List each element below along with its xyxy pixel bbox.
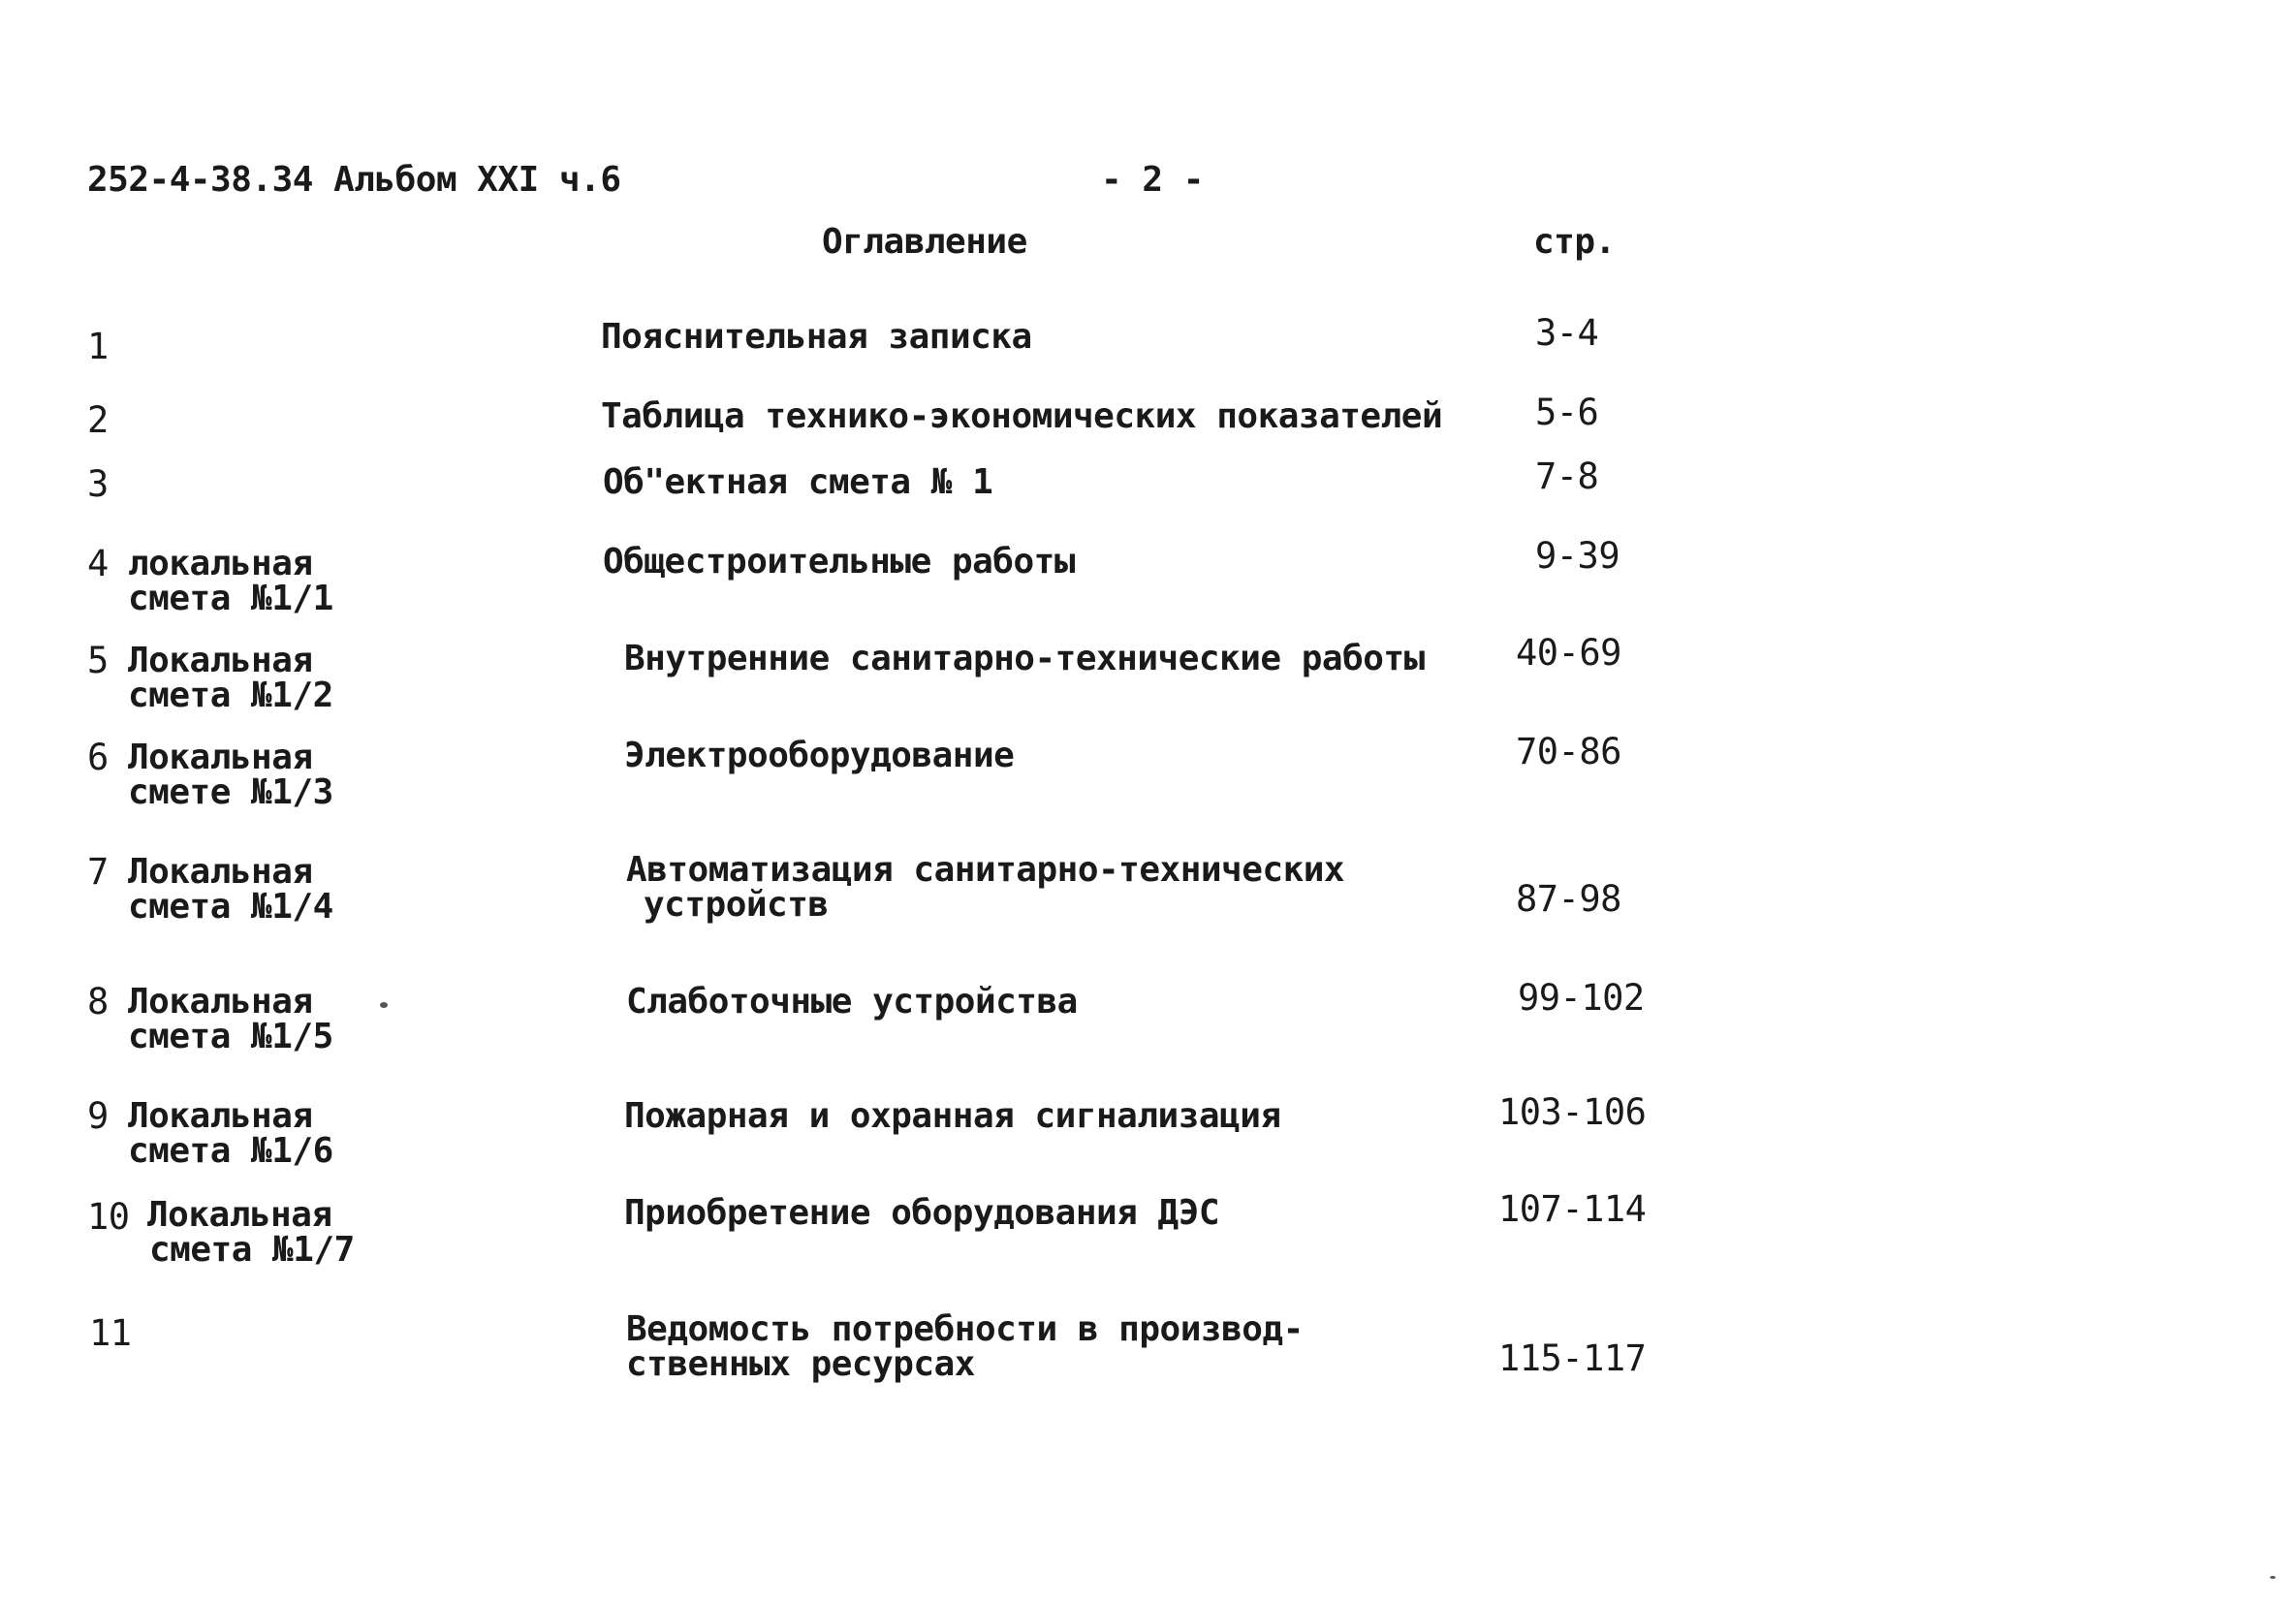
estimate-number: смета №1/4 bbox=[128, 887, 333, 927]
entry-pages: 40-69 bbox=[1516, 632, 1621, 674]
estimate-number: смета №1/6 bbox=[128, 1131, 333, 1171]
estimate-number: смета №1/7 bbox=[149, 1230, 355, 1270]
entry-title: Таблица технико-экономических показателей bbox=[601, 396, 1443, 436]
entry-pages: 87-98 bbox=[1516, 878, 1621, 920]
entry-pages: 107-114 bbox=[1498, 1188, 1647, 1230]
entry-pages: 99-102 bbox=[1518, 977, 1645, 1019]
scan-speck bbox=[2270, 1576, 2276, 1579]
entry-pages: 9-39 bbox=[1535, 535, 1620, 577]
entry-number: 2 bbox=[87, 399, 109, 441]
entry-number: 7 bbox=[87, 851, 109, 893]
estimate-label: Локальная bbox=[128, 982, 313, 1022]
page-number: - 2 - bbox=[1101, 160, 1204, 200]
estimate-number: смета №1/1 bbox=[128, 579, 333, 618]
estimate-label: Локальная bbox=[128, 738, 313, 777]
estimate-number: смета №1/2 bbox=[128, 676, 333, 715]
entry-title: Электрооборудование bbox=[624, 736, 1015, 775]
entry-pages: 103-106 bbox=[1498, 1091, 1647, 1133]
estimate-number: смете №1/3 bbox=[128, 772, 333, 812]
entry-number: 1 bbox=[87, 326, 109, 367]
entry-title-continued: устройств bbox=[644, 885, 829, 925]
entry-pages: 70-86 bbox=[1516, 731, 1621, 772]
estimate-label: Локальная bbox=[147, 1195, 332, 1235]
album-reference: 252-4-38.34 Альбом XXI ч.6 bbox=[87, 160, 621, 200]
entry-number: 6 bbox=[87, 737, 109, 778]
estimate-label: Локальная bbox=[128, 852, 313, 892]
estimate-label: Локальная bbox=[128, 1096, 313, 1136]
entry-number: 3 bbox=[87, 463, 109, 505]
entry-title: Пояснительная записка bbox=[601, 317, 1032, 357]
entry-title: Пожарная и охранная сигнализация bbox=[624, 1096, 1281, 1136]
entry-number: 8 bbox=[87, 981, 109, 1022]
entry-title: Об"ектная смета № 1 bbox=[603, 462, 993, 502]
entry-pages: 115-117 bbox=[1498, 1337, 1647, 1379]
ink-speck bbox=[380, 1002, 388, 1008]
entry-title: Ведомость потребности в производ- bbox=[626, 1309, 1304, 1349]
page-column-label: стр. bbox=[1533, 222, 1616, 262]
estimate-label: Локальная bbox=[128, 641, 313, 680]
entry-number: 5 bbox=[87, 640, 109, 681]
entry-number: 10 bbox=[87, 1196, 130, 1238]
entry-title: Внутренние санитарно-технические работы bbox=[624, 639, 1425, 678]
entry-title: Приобретение оборудования ДЭС bbox=[624, 1193, 1220, 1233]
entry-pages: 5-6 bbox=[1535, 392, 1599, 433]
estimate-number: смета №1/5 bbox=[128, 1017, 333, 1056]
entry-title-continued: ственных ресурсах bbox=[626, 1344, 975, 1384]
toc-title: Оглавление bbox=[822, 222, 1027, 262]
entry-pages: 3-4 bbox=[1535, 312, 1599, 354]
entry-number: 11 bbox=[89, 1312, 132, 1354]
entry-pages: 7-8 bbox=[1535, 456, 1599, 497]
entry-title: Слаботочные устройства bbox=[626, 982, 1078, 1022]
entry-number: 9 bbox=[87, 1095, 109, 1137]
entry-title: Автоматизация санитарно-технических bbox=[626, 850, 1345, 890]
entry-title: Общестроительные работы bbox=[603, 542, 1075, 582]
entry-number: 4 bbox=[87, 543, 109, 584]
estimate-label: локальная bbox=[128, 544, 313, 583]
